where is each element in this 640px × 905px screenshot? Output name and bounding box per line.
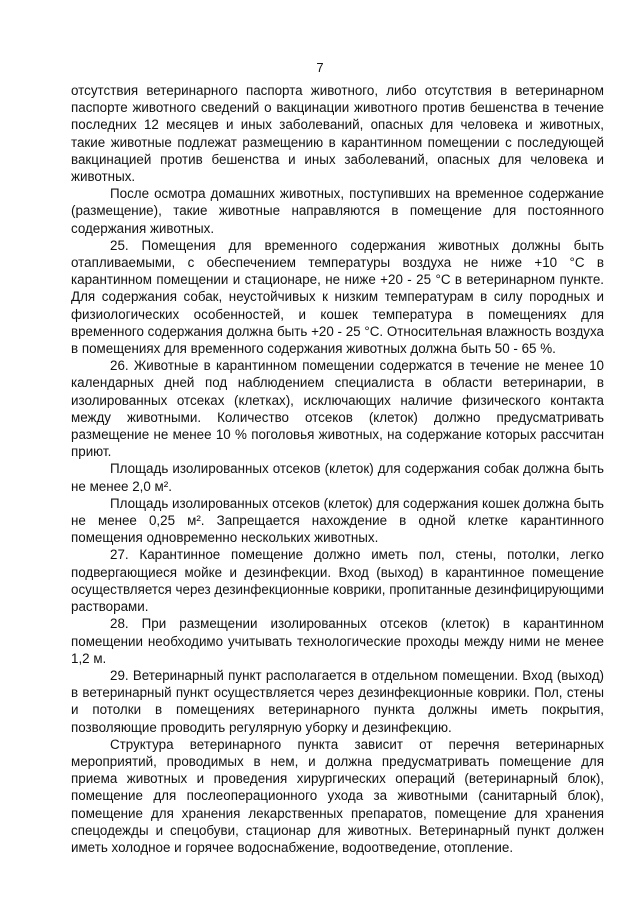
document-body	[71, 82, 604, 856]
paragraph-quarantine-continuation: отсутствия ветеринарного паспорта животного, либо отсутствия в ветеринарном паспорте животного сведений о вакцинации животного против бешенства в течение последних 12 месяцев и иных заболеваний, опасных для человека и животных, такие животные подлежат размещению в карантинном помещении с последующей вакцинацией против бешенства и иных заболеваний, опасных для человека и животных.	[71, 83, 604, 185]
paragraph-after-inspection: После осмотра домашних животных, поступивших на временное содержание (размещение), такие животные направляются в помещение для постоянного содержания животных.	[71, 186, 604, 236]
paragraph-item-25: 25. Помещения для временного содержания животных должны быть отапливаемыми, с обеспечением температуры воздуха не ниже +10 °С в карантинном помещении и стационаре, не ниже +20 - 25 °С в ветеринарном пункте. Для содержания собак, неустойчивых к низким температурам в силу породных и физиологических особенностей, и кошек температура в помещениях для временного содержания должна быть +20 - 25 °С. Относительная влажность воздуха в помещениях для временного содержания животных должна быть 50 - 65 %.	[71, 237, 604, 357]
paragraph-item-29: 29. Ветеринарный пункт располагается в отдельном помещении. Вход (выход) в ветеринарный пункт осуществляется через дезинфекционные коврики. Пол, стены и потолки в помещениях ветеринарного пункта должны иметь покрытия, позволяющие проводить регулярную уборку и дезинфекцию.	[71, 667, 604, 735]
paragraph-item-27: 27. Карантинное помещение должно иметь пол, стены, потолки, легко подвергающиеся мойке и дезинфекции. Вход (выход) в карантинное помещение осуществляется через дезинфекционные коврики, пропитанные дезинфицирующими растворами.	[71, 547, 604, 615]
paragraph-cat-enclosure-area: Площадь изолированных отсеков (клеток) для содержания кошек должна быть не менее 0,25 м². Запрещается нахождение в одной клетке карантинного помещения одновременно нескольких животных.	[71, 495, 604, 546]
page-number: 7	[316, 60, 324, 75]
paragraph-item-26: 26. Животные в карантинном помещении содержатся в течение не менее 10 календарных дней под наблюдением специалиста в области ветеринарии, в изолированных отсеках (клетках), исключающих наличие физического контакта между животными. Количество отсеков (клеток) должно предусматривать размещение не менее 10 % поголовья животных, на содержание которых рассчитан приют.	[71, 358, 604, 460]
paragraph-item-28: 28. При размещении изолированных отсеков (клеток) в карантинном помещении необходимо учитывать технологические проходы между ними не менее 1,2 м.	[71, 616, 604, 666]
paragraph-vet-point-structure: Структура ветеринарного пункта зависит от перечня ветеринарных мероприятий, проводимых в нем, и должна предусматривать помещение для приема животных и проведения хирургических операций (ветеринарный блок), помещение для послеоперационного ухода за животными (санитарный блок), помещение для хранения лекарственных препаратов, помещение для хранения спецодежды и спецобуви, стационар для животных. Ветеринарный пункт должен иметь холодное и горячее водоснабжение, водоотведение, отопление.	[71, 736, 604, 855]
paragraph-dog-enclosure-area: Площадь изолированных отсеков (клеток) для содержания собак должна быть не менее 2,0 м².	[71, 461, 604, 494]
